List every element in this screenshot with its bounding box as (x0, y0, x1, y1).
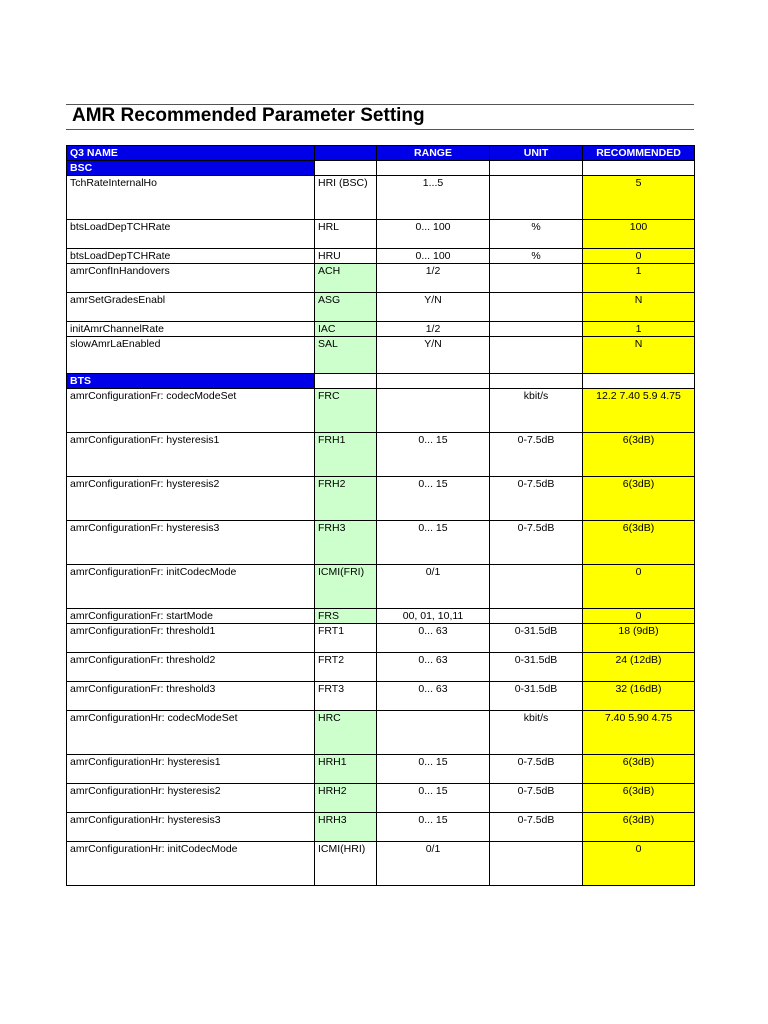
cell-recommended: 6(3dB) (583, 784, 695, 813)
cell-q3-name: amrConfigurationFr: threshold3 (67, 682, 315, 711)
cell-abbreviation: FRS (315, 609, 377, 624)
parameter-table-body (67, 146, 695, 886)
table-row (67, 264, 695, 293)
cell-range: 1/2 (377, 264, 490, 293)
table-row (67, 293, 695, 322)
cell-unit (490, 842, 583, 886)
cell-q3-name: btsLoadDepTCHRate (67, 220, 315, 249)
table-row (67, 389, 695, 433)
section-row (67, 161, 695, 176)
cell-range: 0/1 (377, 565, 490, 609)
cell-q3-name: btsLoadDepTCHRate (67, 249, 315, 264)
cell-unit: 0-7.5dB (490, 755, 583, 784)
cell-q3-name: amrConfigurationFr: codecModeSet (67, 389, 315, 433)
cell-recommended: 18 (9dB) (583, 624, 695, 653)
section-empty-cell (490, 161, 583, 176)
cell-abbreviation: FRH1 (315, 433, 377, 477)
cell-abbreviation: FRC (315, 389, 377, 433)
cell-unit (490, 264, 583, 293)
cell-recommended: 6(3dB) (583, 477, 695, 521)
table-row (67, 609, 695, 624)
cell-recommended: 0 (583, 609, 695, 624)
title-rule-bottom (66, 129, 694, 130)
cell-unit (490, 322, 583, 337)
cell-unit: 0-7.5dB (490, 521, 583, 565)
cell-unit (490, 176, 583, 220)
cell-abbreviation: HRH1 (315, 755, 377, 784)
table-row (67, 249, 695, 264)
cell-unit: 0-7.5dB (490, 784, 583, 813)
cell-q3-name: amrConfigurationFr: hysteresis1 (67, 433, 315, 477)
cell-abbreviation: HRH3 (315, 813, 377, 842)
table-row (67, 220, 695, 249)
table-row (67, 176, 695, 220)
section-empty-cell (377, 161, 490, 176)
cell-abbreviation: IAC (315, 322, 377, 337)
table-row (67, 521, 695, 565)
cell-q3-name: amrConfigurationHr: initCodecMode (67, 842, 315, 886)
section-label: BSC (67, 161, 315, 176)
cell-range: 0... 63 (377, 624, 490, 653)
header-abbreviation (315, 146, 377, 161)
cell-recommended: 5 (583, 176, 695, 220)
cell-recommended: 1 (583, 264, 695, 293)
cell-range: 0... 63 (377, 653, 490, 682)
section-row (67, 374, 695, 389)
cell-q3-name: initAmrChannelRate (67, 322, 315, 337)
cell-range: 1...5 (377, 176, 490, 220)
cell-q3-name: amrConfigurationFr: initCodecMode (67, 565, 315, 609)
cell-abbreviation: ICMI(FRI) (315, 565, 377, 609)
cell-unit (490, 565, 583, 609)
cell-abbreviation: ICMI(HRI) (315, 842, 377, 886)
page-title: AMR Recommended Parameter Setting (72, 105, 425, 126)
cell-recommended: N (583, 337, 695, 374)
cell-recommended: N (583, 293, 695, 322)
cell-abbreviation: HRL (315, 220, 377, 249)
cell-recommended: 6(3dB) (583, 755, 695, 784)
cell-recommended: 32 (16dB) (583, 682, 695, 711)
cell-q3-name: amrConfInHandovers (67, 264, 315, 293)
cell-range: Y/N (377, 337, 490, 374)
cell-range: 0... 15 (377, 813, 490, 842)
cell-range: 00, 01, 10,11 (377, 609, 490, 624)
cell-recommended: 6(3dB) (583, 813, 695, 842)
table-row (67, 653, 695, 682)
cell-unit: 0-31.5dB (490, 682, 583, 711)
cell-unit: % (490, 249, 583, 264)
table-header-row (67, 146, 695, 161)
cell-unit (490, 609, 583, 624)
cell-q3-name: amrConfigurationFr: threshold1 (67, 624, 315, 653)
cell-unit (490, 337, 583, 374)
cell-recommended: 6(3dB) (583, 521, 695, 565)
cell-abbreviation: FRT1 (315, 624, 377, 653)
cell-q3-name: amrConfigurationHr: hysteresis2 (67, 784, 315, 813)
cell-range: 0... 100 (377, 249, 490, 264)
cell-q3-name: amrConfigurationFr: threshold2 (67, 653, 315, 682)
table-row (67, 477, 695, 521)
cell-range: 0... 15 (377, 755, 490, 784)
cell-unit: 0-31.5dB (490, 653, 583, 682)
cell-abbreviation: FRH3 (315, 521, 377, 565)
cell-range (377, 711, 490, 755)
cell-recommended: 0 (583, 842, 695, 886)
cell-abbreviation: FRH2 (315, 477, 377, 521)
cell-unit: kbit/s (490, 711, 583, 755)
cell-recommended: 1 (583, 322, 695, 337)
cell-range: 0... 15 (377, 477, 490, 521)
cell-abbreviation: SAL (315, 337, 377, 374)
cell-unit: 0-7.5dB (490, 477, 583, 521)
cell-unit (490, 293, 583, 322)
cell-recommended: 0 (583, 565, 695, 609)
cell-abbreviation: HRC (315, 711, 377, 755)
header-q3-name: Q3 NAME (67, 146, 315, 161)
cell-recommended: 6(3dB) (583, 433, 695, 477)
cell-range: 0... 15 (377, 521, 490, 565)
parameter-table (66, 145, 695, 886)
table-row (67, 682, 695, 711)
cell-range: 1/2 (377, 322, 490, 337)
cell-recommended: 7.40 5.90 4.75 (583, 711, 695, 755)
cell-abbreviation: HRI (BSC) (315, 176, 377, 220)
cell-abbreviation: HRU (315, 249, 377, 264)
cell-abbreviation: ASG (315, 293, 377, 322)
section-empty-cell (315, 374, 377, 389)
table-row (67, 433, 695, 477)
cell-q3-name: TchRateInternalHo (67, 176, 315, 220)
cell-recommended: 100 (583, 220, 695, 249)
cell-recommended: 0 (583, 249, 695, 264)
cell-abbreviation: HRH2 (315, 784, 377, 813)
cell-unit: 0-31.5dB (490, 624, 583, 653)
table-row (67, 565, 695, 609)
cell-q3-name: amrConfigurationFr: startMode (67, 609, 315, 624)
cell-abbreviation: FRT2 (315, 653, 377, 682)
cell-range: 0... 15 (377, 784, 490, 813)
cell-unit: 0-7.5dB (490, 433, 583, 477)
cell-range: 0... 15 (377, 433, 490, 477)
cell-q3-name: slowAmrLaEnabled (67, 337, 315, 374)
section-empty-cell (315, 161, 377, 176)
table-row (67, 337, 695, 374)
table-row (67, 784, 695, 813)
table-row (67, 322, 695, 337)
cell-range (377, 389, 490, 433)
section-empty-cell (583, 374, 695, 389)
cell-abbreviation: ACH (315, 264, 377, 293)
cell-range: 0/1 (377, 842, 490, 886)
cell-recommended: 12.2 7.40 5.9 4.75 (583, 389, 695, 433)
cell-recommended: 24 (12dB) (583, 653, 695, 682)
cell-q3-name: amrConfigurationFr: hysteresis2 (67, 477, 315, 521)
cell-abbreviation: FRT3 (315, 682, 377, 711)
table-row (67, 711, 695, 755)
cell-range: 0... 100 (377, 220, 490, 249)
cell-q3-name: amrConfigurationHr: hysteresis3 (67, 813, 315, 842)
cell-range: Y/N (377, 293, 490, 322)
section-empty-cell (377, 374, 490, 389)
table-row (67, 624, 695, 653)
table-row (67, 813, 695, 842)
table-row (67, 755, 695, 784)
cell-q3-name: amrConfigurationFr: hysteresis3 (67, 521, 315, 565)
header-range: RANGE (377, 146, 490, 161)
cell-range: 0... 63 (377, 682, 490, 711)
header-unit: UNIT (490, 146, 583, 161)
cell-q3-name: amrSetGradesEnabl (67, 293, 315, 322)
section-empty-cell (490, 374, 583, 389)
header-recommended: RECOMMENDED (583, 146, 695, 161)
cell-q3-name: amrConfigurationHr: codecModeSet (67, 711, 315, 755)
cell-unit: 0-7.5dB (490, 813, 583, 842)
table-row (67, 842, 695, 886)
section-empty-cell (583, 161, 695, 176)
cell-unit: kbit/s (490, 389, 583, 433)
section-label: BTS (67, 374, 315, 389)
cell-q3-name: amrConfigurationHr: hysteresis1 (67, 755, 315, 784)
cell-unit: % (490, 220, 583, 249)
